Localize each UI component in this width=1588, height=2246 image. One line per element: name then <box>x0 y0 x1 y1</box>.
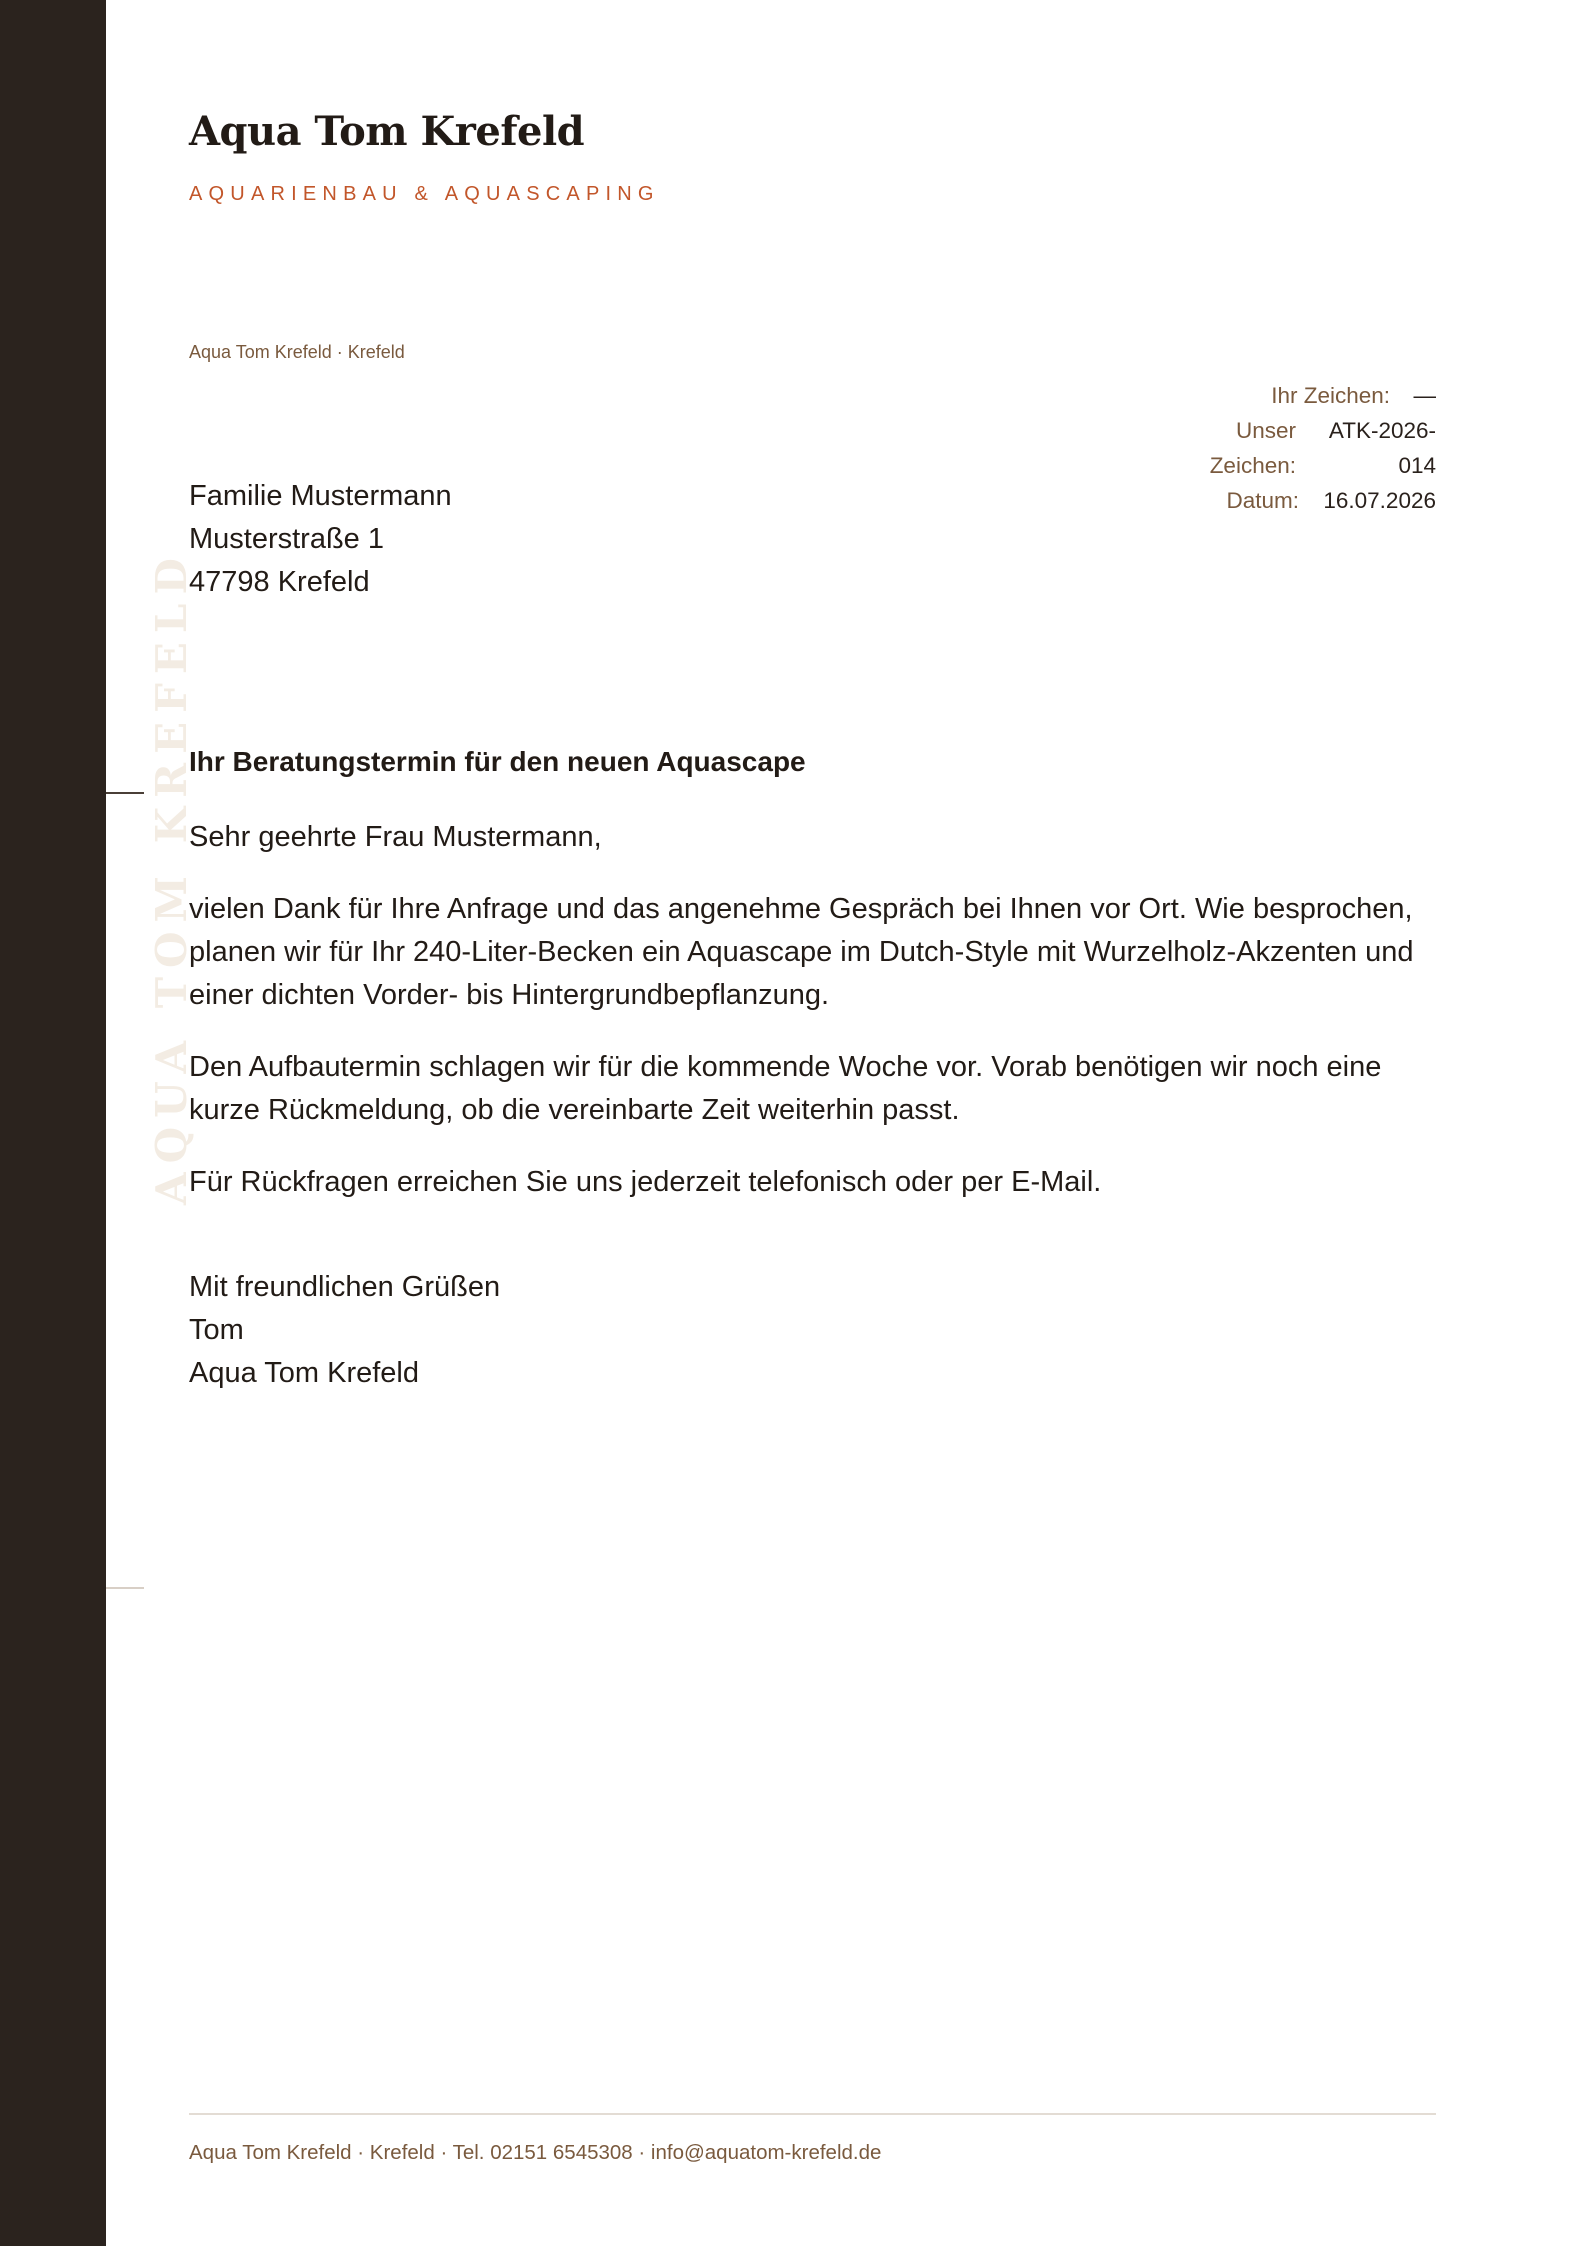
body-paragraph: Für Rückfragen erreichen Sie uns jederzeit telefonisch oder per E-Mail. <box>189 1166 1102 1198</box>
sidebar-band <box>0 0 106 2246</box>
vertical-watermark: AQUA TOM KREFELD <box>147 549 196 1205</box>
recipient-city: 47798 Krefeld <box>189 566 370 598</box>
letter-body <box>189 816 1449 1233</box>
reference-block <box>1169 378 1436 518</box>
letter-closing <box>189 1266 500 1395</box>
company-tagline: AQUARIENBAU & AQUASCAPING <box>189 183 660 205</box>
meta-label: Ihr Zeichen: <box>1271 383 1390 408</box>
meta-value: — <box>1413 383 1436 408</box>
meta-label: Unser Zeichen: <box>1209 418 1296 478</box>
recipient-address <box>189 475 452 604</box>
footer-divider <box>189 2113 1436 2115</box>
company-name: Aqua Tom Krefeld <box>189 108 585 155</box>
meta-value: ATK-2026-014 <box>1328 418 1436 478</box>
body-paragraph: vielen Dank für Ihre Anfrage und das angenehme Gespräch bei Ihnen vor Ort. Wie besprochen, planen wir für Ihr 240-Liter-Becken ein Aquascape im Dutch-Style mit Wurzelholz-Akzenten und einer dichten Vorder- bis Hintergrundbepflanzung. <box>189 893 1414 1011</box>
body-paragraph: Den Aufbautermin schlagen wir für die kommende Woche vor. Vorab benötigen wir noch eine kurze Rückmeldung, ob die vereinbarte Zeit weiterhin passt. <box>189 1051 1382 1126</box>
meta-value: 16.07.2026 <box>1323 488 1436 513</box>
letter-subject: Ihr Beratungstermin für den neuen Aquascape <box>189 746 806 777</box>
closing-phrase: Mit freundlichen Grüßen <box>189 1271 501 1303</box>
meta-row-your-ref <box>1169 378 1436 413</box>
fold-mark-bottom <box>106 1587 144 1589</box>
meta-label: Datum: <box>1226 488 1299 513</box>
sender-return-line: Aqua Tom Krefeld · Krefeld <box>189 342 405 362</box>
meta-row-our-ref <box>1169 413 1436 483</box>
meta-row-date <box>1169 483 1436 518</box>
footer-contact: Aqua Tom Krefeld · Krefeld · Tel. 02151 6545308 · info@aquatom-krefeld.de <box>189 2141 882 2164</box>
fold-mark-top <box>106 792 144 794</box>
signer-company: Aqua Tom Krefeld <box>189 1357 419 1389</box>
recipient-street: Musterstraße 1 <box>189 523 384 555</box>
recipient-name: Familie Mustermann <box>189 480 452 512</box>
signer-name: Tom <box>189 1314 244 1346</box>
salutation: Sehr geehrte Frau Mustermann, <box>189 821 602 853</box>
